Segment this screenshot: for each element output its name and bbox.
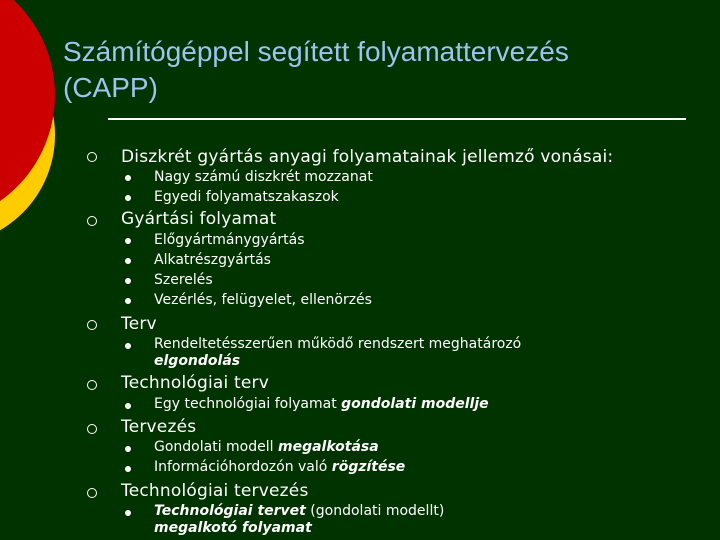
hollow-bullet-icon — [87, 320, 97, 330]
dot-bullet-icon — [125, 298, 131, 304]
list-item: Vezérlés, felügyelet, ellenörzés — [154, 292, 372, 308]
dot-bullet-icon — [125, 175, 131, 181]
hollow-bullet-icon — [87, 216, 97, 226]
dot-bullet-icon — [125, 466, 131, 472]
hollow-bullet-icon — [87, 152, 97, 162]
list-item: Nagy számú diszkrét mozzanat — [154, 169, 373, 185]
list-item-text: Egy technológiai folyamat — [154, 396, 342, 412]
list-item-emphasis: Technológiai tervet — [154, 503, 306, 519]
section-heading: Terv — [121, 314, 157, 334]
list-item-emphasis: megalkotó folyamat — [154, 520, 312, 536]
dot-bullet-icon — [125, 343, 131, 349]
list-item-text: Gondolati modell — [154, 439, 278, 455]
list-item: Egyedi folyamatszakaszok — [154, 189, 339, 205]
list-item — [154, 396, 489, 413]
section-heading: Technológiai terv — [121, 373, 270, 393]
dot-bullet-icon — [125, 258, 131, 264]
list-item-emphasis: rögzítése — [331, 459, 406, 475]
section-heading: Tervezés — [121, 417, 197, 437]
section-heading: Technológiai tervezés — [121, 481, 309, 501]
hollow-bullet-icon — [87, 488, 97, 498]
list-item: Alkatrészgyártás — [154, 252, 271, 268]
list-item: Szerelés — [154, 272, 213, 288]
hollow-bullet-icon — [87, 424, 97, 434]
list-item — [154, 336, 521, 370]
slide-title-line2: (CAPP) — [63, 72, 158, 103]
list-item — [154, 439, 379, 456]
list-item-text: (gondolati modellt) — [305, 503, 445, 519]
dot-bullet-icon — [125, 238, 131, 244]
hollow-bullet-icon — [87, 380, 97, 390]
dot-bullet-icon — [125, 403, 131, 409]
list-item-emphasis: megalkotása — [277, 439, 379, 455]
list-item-line — [154, 503, 444, 520]
dot-bullet-icon — [125, 195, 131, 201]
list-item — [154, 459, 405, 476]
list-item-emphasis: elgondolás — [154, 353, 241, 369]
dot-bullet-icon — [125, 510, 131, 516]
dot-bullet-icon — [125, 446, 131, 452]
list-item — [154, 503, 444, 537]
list-item-text: Információhordozón való — [154, 459, 332, 475]
section-heading: Gyártási folyamat — [121, 209, 277, 229]
section-heading: Diszkrét gyártás anyagi folyamatainak jellemző vonásai: — [121, 147, 614, 167]
list-item: Előgyártmánygyártás — [154, 232, 305, 248]
list-item-line: Rendeltetésszerűen működő rendszert meghatározó — [154, 336, 522, 352]
slide-title-line1: Számítógéppel segített folyamattervezés — [63, 36, 569, 67]
list-item-emphasis: gondolati modellje — [341, 396, 489, 412]
dot-bullet-icon — [125, 278, 131, 284]
